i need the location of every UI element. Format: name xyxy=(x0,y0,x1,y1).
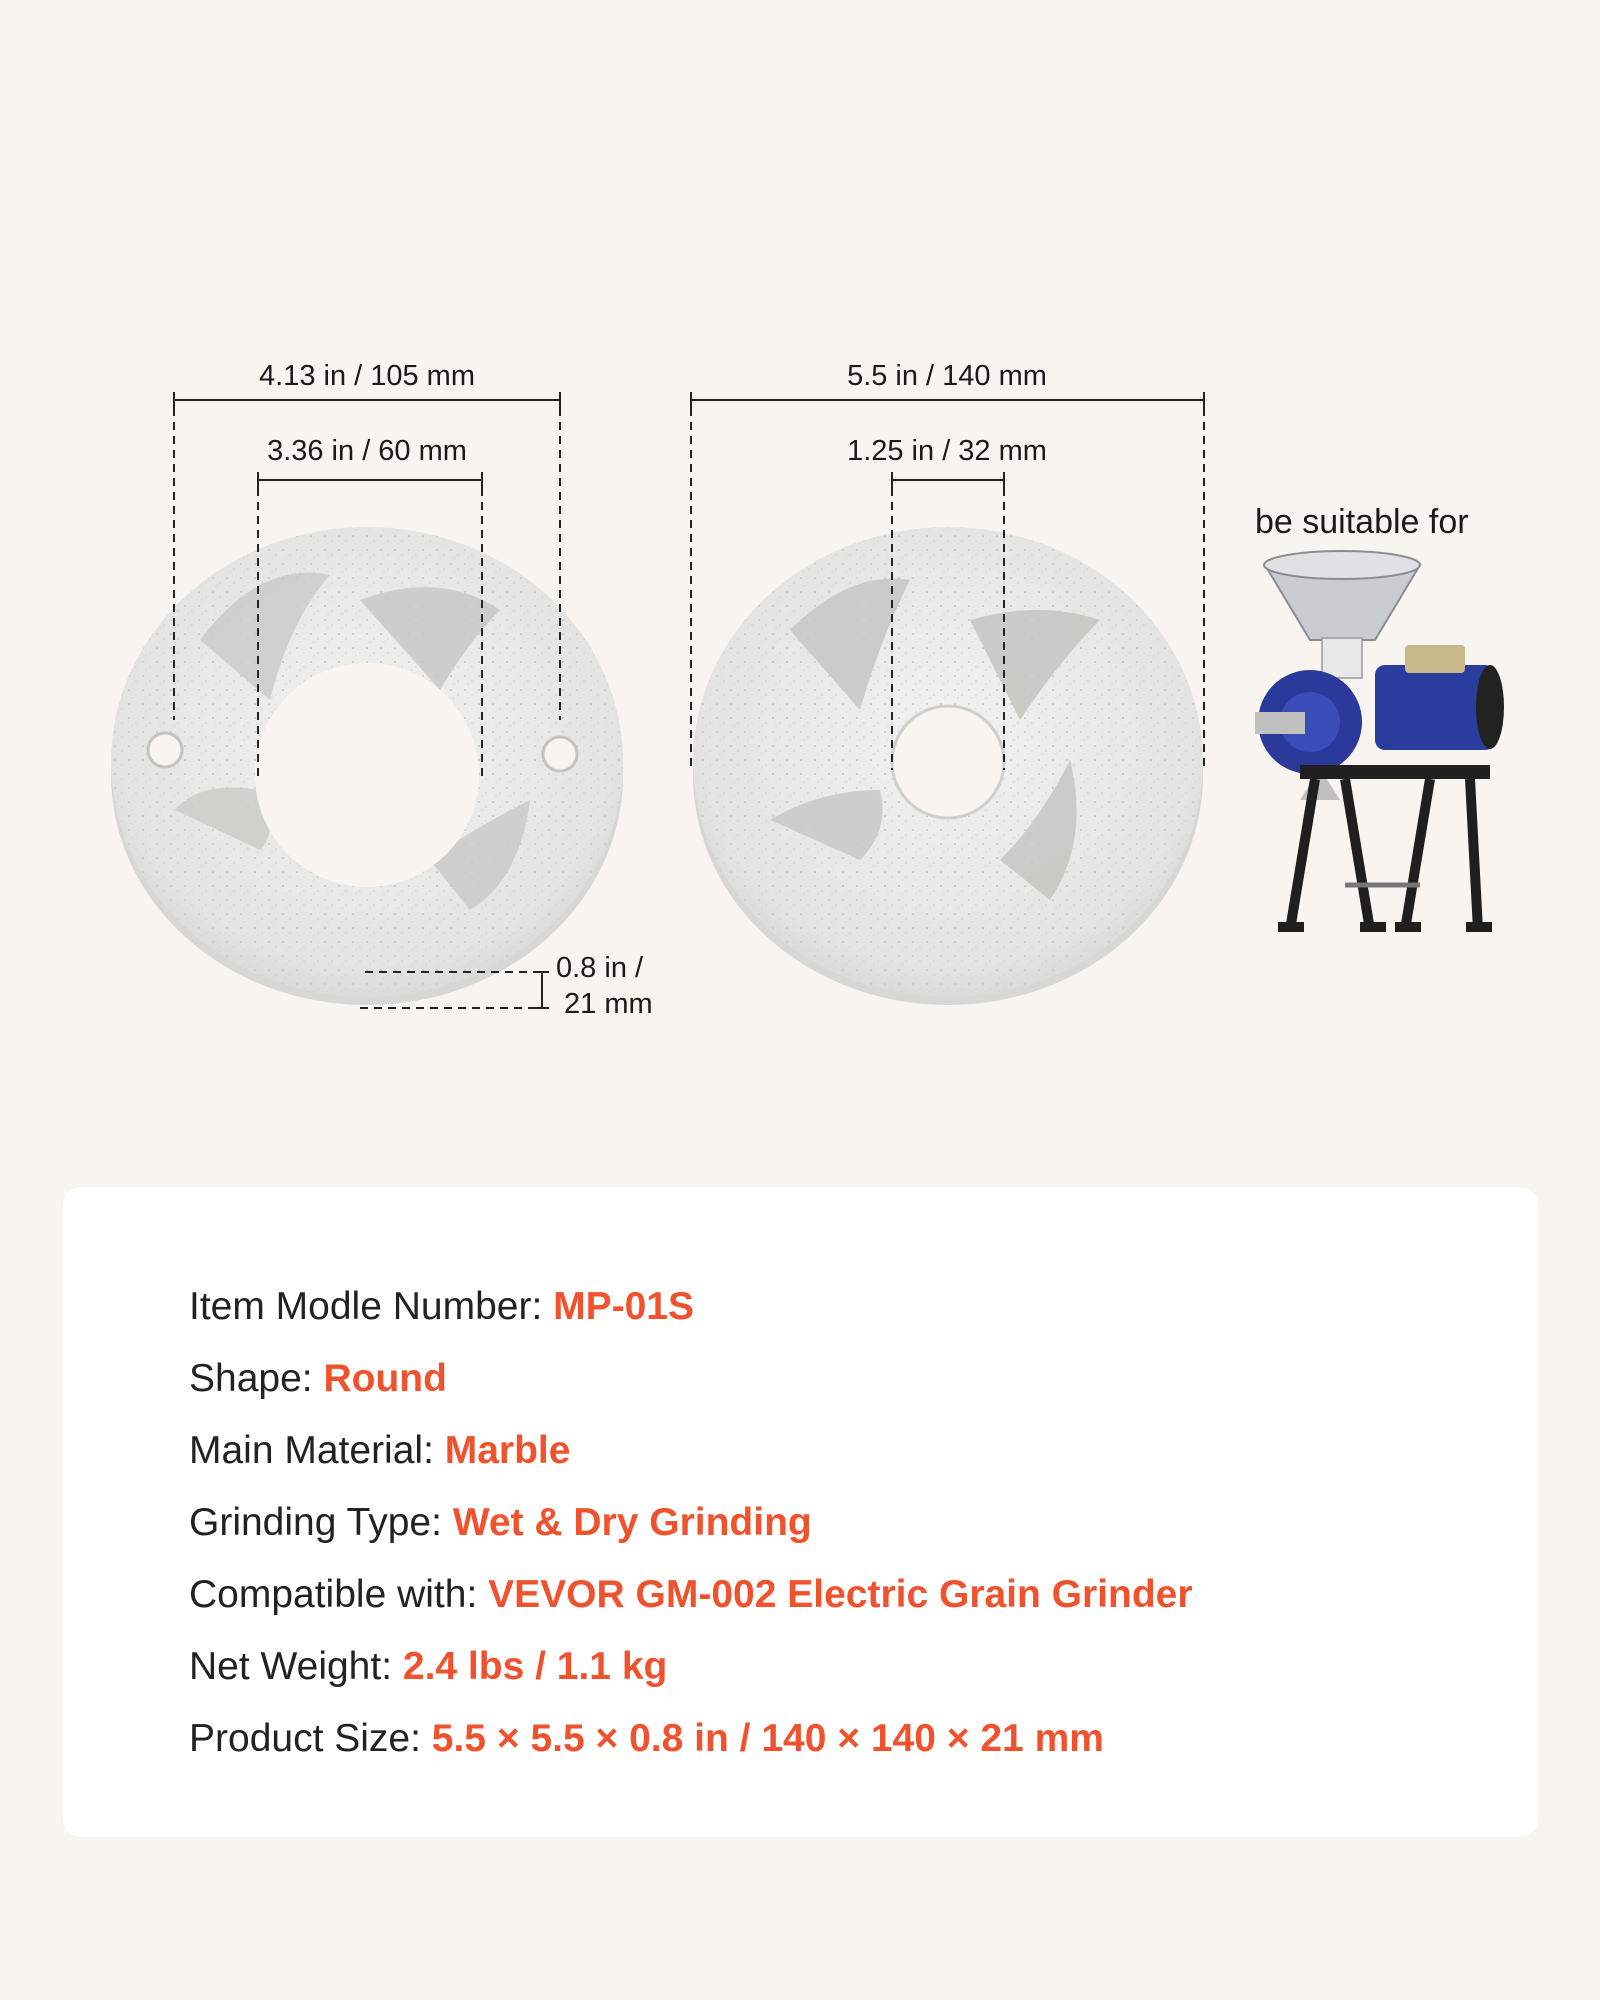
spec-list xyxy=(189,1271,1193,1775)
spec-value: Round xyxy=(323,1357,447,1400)
spec-value: 5.5 × 5.5 × 0.8 in / 140 × 140 × 21 mm xyxy=(431,1717,1104,1760)
thickness-label-line2: 21 mm xyxy=(564,988,653,1021)
spec-row-product-size xyxy=(189,1703,1193,1775)
spec-label: Item Modle Number: xyxy=(189,1285,554,1328)
right-outer-width-label: 5.5 in / 140 mm xyxy=(847,360,1047,392)
right-grinding-stone xyxy=(693,527,1203,1005)
spec-value: Marble xyxy=(444,1429,571,1472)
spec-row-compatible xyxy=(189,1559,1193,1631)
spec-row-shape xyxy=(189,1343,1193,1415)
spec-row-net-weight xyxy=(189,1631,1193,1703)
spec-label: Main Material: xyxy=(189,1429,445,1472)
thickness-label-line1: 0.8 in / xyxy=(556,952,644,984)
spec-label: Compatible with: xyxy=(189,1573,489,1616)
spec-value: Wet & Dry Grinding xyxy=(452,1501,812,1544)
spec-label: Product Size: xyxy=(189,1717,432,1760)
spec-value: VEVOR GM-002 Electric Grain Grinder xyxy=(488,1573,1193,1616)
spec-label: Net Weight: xyxy=(189,1645,403,1688)
left-inner-width-label: 3.36 in / 60 mm xyxy=(267,435,467,467)
left-outer-width-label: 4.13 in / 105 mm xyxy=(259,360,475,392)
spec-value: 2.4 lbs / 1.1 kg xyxy=(402,1645,668,1688)
right-inner-width-label: 1.25 in / 32 mm xyxy=(847,435,1047,467)
left-grinding-stone xyxy=(111,527,623,1005)
grain-grinder-machine xyxy=(1255,551,1504,932)
spec-row-grinding-type xyxy=(189,1487,1193,1559)
suitable-for-label: be suitable for xyxy=(1255,503,1469,541)
spec-row-material xyxy=(189,1415,1193,1487)
spec-label: Shape: xyxy=(189,1357,324,1400)
spec-value: MP-01S xyxy=(553,1285,695,1328)
thickness-label xyxy=(556,950,653,1023)
spec-card xyxy=(63,1187,1538,1837)
spec-row-model xyxy=(189,1271,1193,1343)
spec-label: Grinding Type: xyxy=(189,1501,453,1544)
